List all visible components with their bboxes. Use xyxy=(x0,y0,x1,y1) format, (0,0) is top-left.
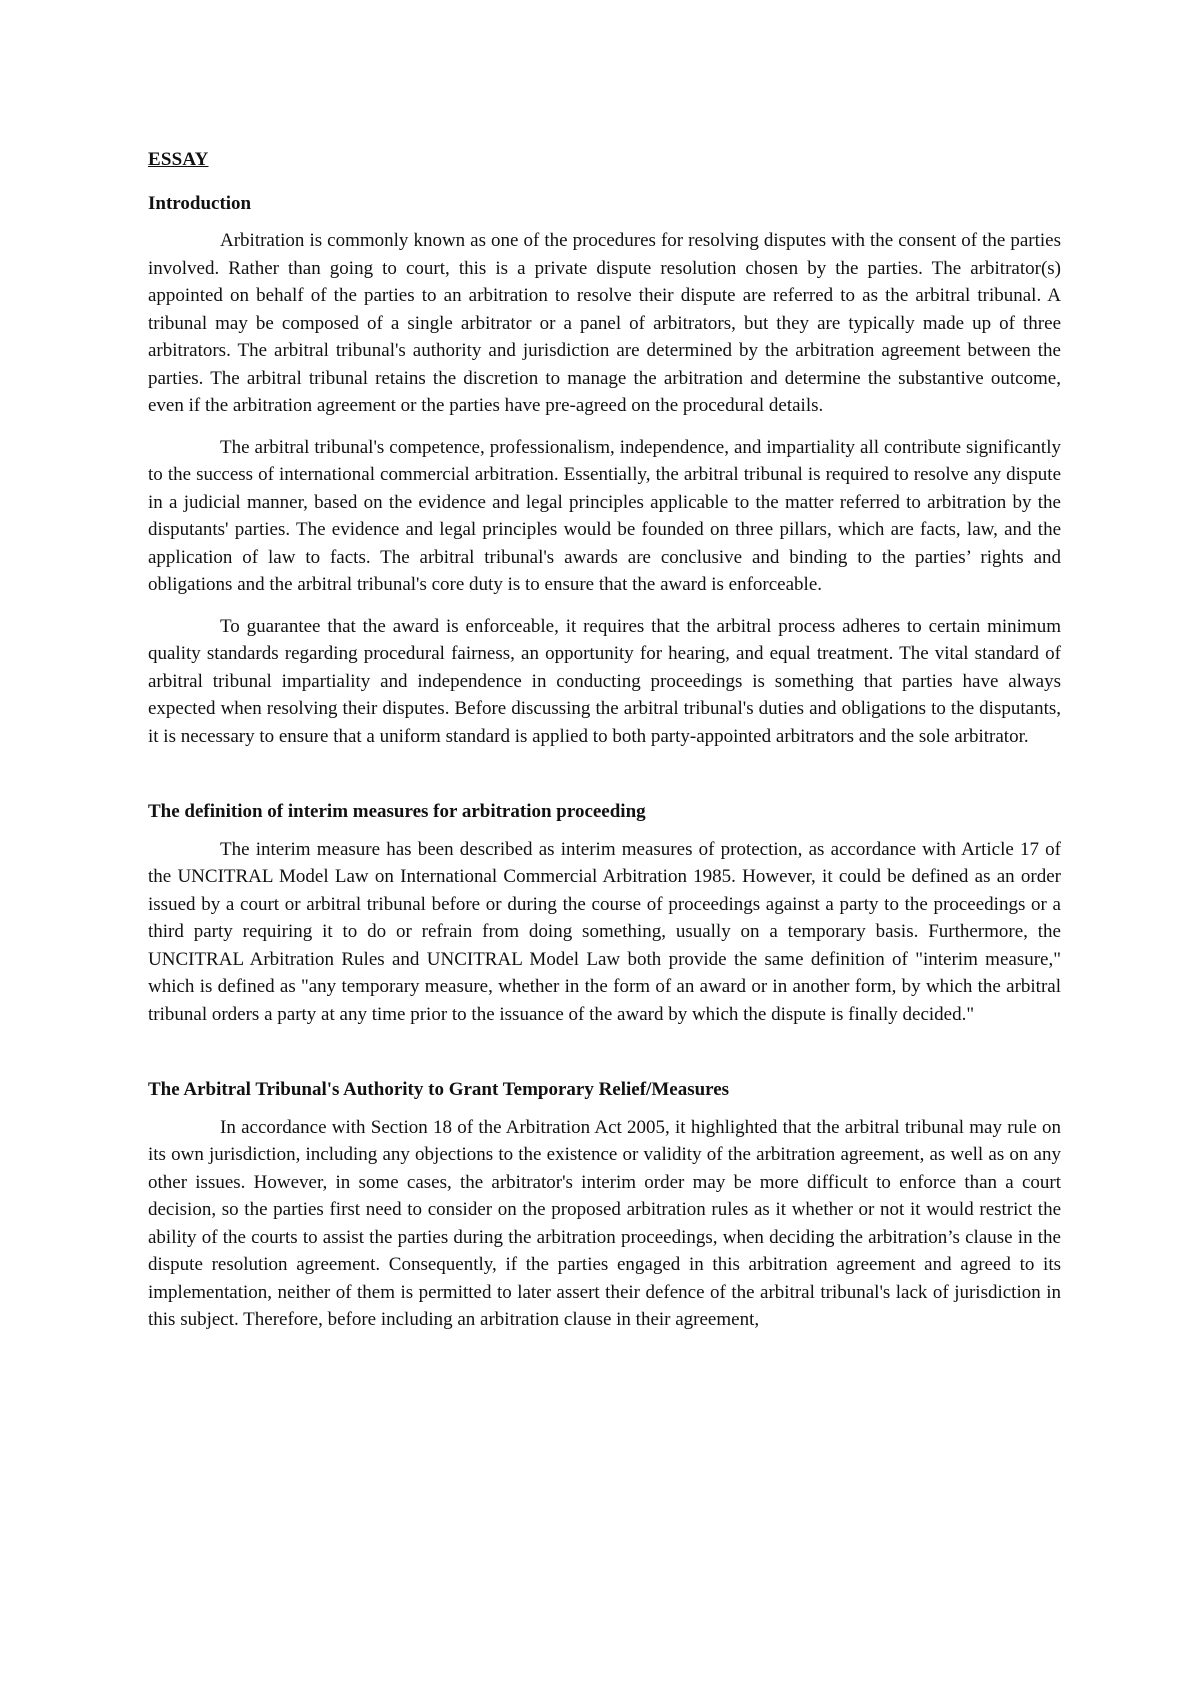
document-page xyxy=(148,146,1061,1334)
paragraph: The interim measure has been described as interim measures of protection, as accordance with Article 17 of the UNCITRAL Model Law on International Commercial Arbitration 1985. However, it could be defined as an order issued by a court or arbitral tribunal before or during the course of proceedings against a party to the proceedings or a third party requiring it to do or refrain from doing something, usually on a temporary basis. Furthermore, the UNCITRAL Arbitration Rules and UNCITRAL Model Law both provide the same definition of "interim measure," which is defined as "any temporary measure, whether in the form of an award or in another form, by which the arbitral tribunal orders a party at any time prior to the issuance of the award by which the dispute is finally decided." xyxy=(148,838,1061,1025)
paragraph: To guarantee that the award is enforceable, it requires that the arbitral process adheres to certain minimum quality standards regarding procedural fairness, an opportunity for hearing, and equal treatment. The vital standard of arbitral tribunal impartiality and independence in conducting proceedings is something that parties have always expected when resolving their disputes. Before discussing the arbitral tribunal's duties and obligations to the disputants, it is necessary to ensure that a uniform standard is applied to both party-appointed arbitrators and the sole arbitrator. xyxy=(148,615,1061,747)
paragraph: The arbitral tribunal's competence, professionalism, independence, and impartiality all contribute significantly to the success of international commercial arbitration. Essentially, the arbitral tribunal is required to resolve any dispute in a judicial manner, based on the evidence and legal principles applicable to the matter referred to arbitration by the disputants' parties. The evidence and legal principles would be founded on three pillars, which are facts, law, and the application of law to facts. The arbitral tribunal's awards are conclusive and binding to the parties’ rights and obligations and the arbitral tribunal's core duty is to ensure that the award is enforceable. xyxy=(148,436,1061,595)
section-heading-interim-measures-definition: The definition of interim measures for arbitration proceeding xyxy=(148,801,646,822)
section-heading-introduction: Introduction xyxy=(148,192,252,214)
essay-title: ESSAY xyxy=(148,149,209,170)
section-heading-tribunal-authority: The Arbitral Tribunal's Authority to Grant Temporary Relief/Measures xyxy=(148,1079,730,1100)
paragraph: In accordance with Section 18 of the Arbitration Act 2005, it highlighted that the arbitral tribunal may rule on its own jurisdiction, including any objections to the existence or validity of the arbitration agreement, as well as on any other issues. However, in some cases, the arbitrator's interim order may be more difficult to enforce than a court decision, so the parties first need to consider on the proposed arbitration rules as it whether or not it would restrict the ability of the courts to assist the parties during the arbitration proceedings, when deciding the arbitration’s clause in the dispute resolution agreement. Consequently, if the parties engaged in this arbitration agreement and agreed to its implementation, neither of them is permitted to later assert their defence of the arbitral tribunal's lack of jurisdiction in this subject. Therefore, before including an arbitration clause in their agreement, xyxy=(148,1116,1061,1330)
paragraph: Arbitration is commonly known as one of the procedures for resolving disputes with the consent of the parties involved. Rather than going to court, this is a private dispute resolution chosen by the parties. The arbitrator(s) appointed on behalf of the parties to an arbitration to resolve their dispute are referred to as the arbitral tribunal. A tribunal may be composed of a single arbitrator or a panel of arbitrators, but they are typically made up of three arbitrators. The arbitral tribunal's authority and jurisdiction are determined by the arbitration agreement between the parties. The arbitral tribunal retains the discretion to manage the arbitration and determine the substantive outcome, even if the arbitration agreement or the parties have pre-agreed on the procedural details. xyxy=(148,230,1061,416)
